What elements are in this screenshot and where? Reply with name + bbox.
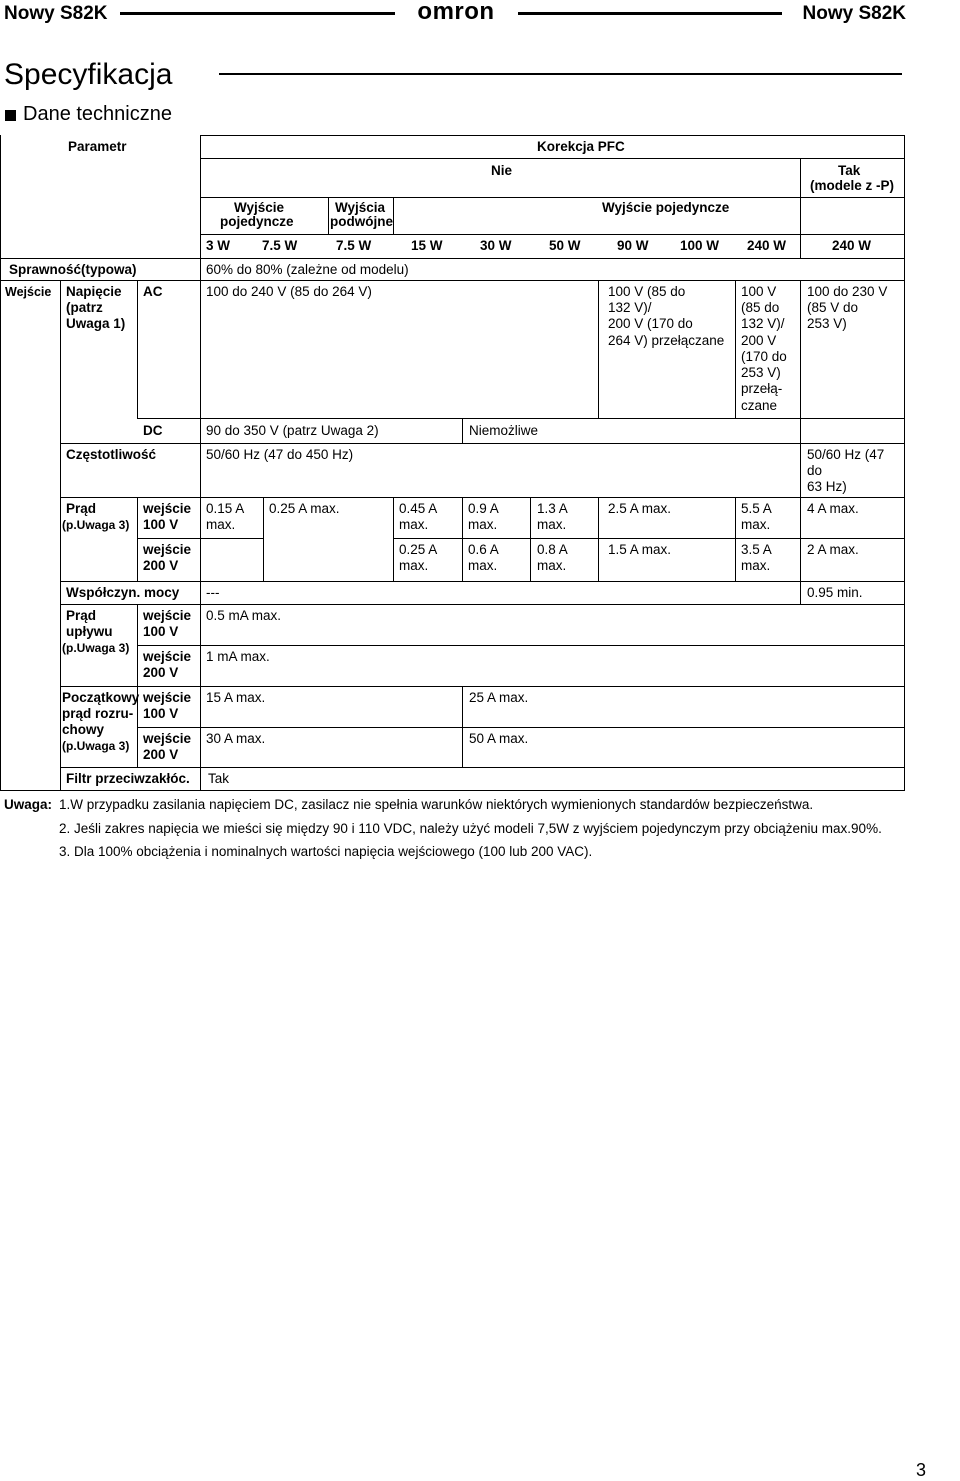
ac-240w-l2: (85 do [741,300,780,315]
omron-logo: omron [417,0,495,25]
czestotliwosc-p-l2: do [807,463,823,478]
power-15w: 15 W [411,238,443,253]
power-90w: 90 W [617,238,649,253]
prad-in100-l1: wejście [143,501,192,516]
power-3w: 3 W [206,238,231,253]
uplyw-label-l3: (p.Uwaga 3) [62,641,130,655]
prad200-240w-l1: 3.5 A [741,542,772,557]
wspolczynnik-value: --- [206,585,220,600]
dc-main-value: 90 do 350 V (patrz Uwaga 2) [206,423,379,438]
ac-240w-l3: 132 V)/ [741,316,785,331]
page-title: Specyfikacja [4,58,173,91]
power-240w: 240 W [747,238,787,253]
prad100-3w-l2: max. [206,517,236,532]
uplyw-in100-l1: wejście [143,608,192,623]
prad100-240w-p: 4 A max. [807,501,859,516]
page-number: 3 [915,1460,926,1480]
power-30w: 30 W [480,238,512,253]
ac-100w-l2: 132 V)/ [608,300,652,315]
ac-240w-p-l2: (85 V do [807,300,859,315]
prad-in200-l1: wejście [143,542,192,557]
wspolczynnik-label: Współczyn. mocy [66,585,180,600]
wyjscie-pojedyncze-wide-header: Wyjście pojedyncze [602,200,730,215]
rozruch-in100-l1: wejście [143,690,192,705]
prad-in200-l2: 200 V [143,558,179,573]
prad200-30w-l2: max. [399,558,429,573]
czestotliwosc-value: 50/60 Hz (47 do 450 Hz) [206,447,354,462]
rozruch-100-value-a: 15 A max. [206,690,266,705]
prad200-240w-p: 2 A max. [807,542,859,557]
parametr-header: Parametr [68,139,127,154]
rozruch-in100-l2: 100 V [143,706,179,721]
prad100-7-5w: 0.25 A max. [269,501,340,516]
uplyw-200-value: 1 mA max. [206,649,270,664]
power-240w-p: 240 W [832,238,872,253]
power-7-5w-dual: 7.5 W [336,238,372,253]
tak-subheader: (modele z -P) [810,178,895,193]
prad100-240w-l1: 5.5 A [741,501,772,516]
header-rule-left [120,12,395,15]
bullet-square-icon [5,110,16,121]
czestotliwosc-p-l1: 50/60 Hz (47 [807,447,885,462]
notes-label: Uwaga: [4,797,53,812]
ac-240w-l1: 100 V [741,284,777,299]
wyjscie-pojedyncze-header-l1: Wyjście [234,200,285,215]
prad100-90w-l1: 1.3 A [537,501,568,516]
rozruch-label-l4: (p.Uwaga 3) [62,739,130,753]
prad100-50w-l2: max. [468,517,498,532]
wyjscia-podwojne-header-l2: podwójne [330,214,393,229]
prad-label-l2: (p.Uwaga 3) [62,518,130,532]
ac-240w-l8: czane [741,398,778,413]
rozruch-label-l2: prąd rozru- [62,706,134,721]
uplyw-in100-l2: 100 V [143,624,179,639]
tak-header: Tak [838,163,861,178]
header-rule-right [518,12,782,15]
czestotliwosc-label: Częstotliwość [66,447,157,462]
header-left-title: Nowy S82K [4,3,108,24]
power-7-5w-single: 7.5 W [262,238,298,253]
uplyw-in200-l1: wejście [143,649,192,664]
filtr-label: Filtr przeciwzakłóc. [66,771,190,786]
ac-100w-l3: 200 V (170 do [608,316,693,331]
nie-header: Nie [491,163,513,178]
wyjscia-podwojne-header-l1: Wyjścia [335,200,386,215]
czestotliwosc-p-l3: 63 Hz) [807,479,847,494]
ac-240w-l5: (170 do [741,349,787,364]
note-2: 2. Jeśli zakres napięcia we mieści się między 90 i 110 VDC, należy użyć modeli 7,5W z wyjściem pojedynczym przy obciążeniu max.90%. [59,821,882,836]
wejscie-label: Wejście [5,285,52,299]
power-50w: 50 W [549,238,581,253]
note-1: 1.W przypadku zasilania napięciem DC, zasilacz nie spełnia warunków niektórych wymienionych standardów bezpieczeństwa. [59,797,814,812]
ac-100w-l1: 100 V (85 do [608,284,686,299]
dc-label: DC [143,423,163,438]
prad100-30w-l2: max. [399,517,429,532]
dc-none-value: Niemożliwe [469,423,539,438]
rozruch-200-value-a: 30 A max. [206,731,266,746]
rozruch-label-l1: Początkowy [62,690,140,705]
rozruch-in200-l2: 200 V [143,747,179,762]
prad200-50w-l2: max. [468,558,498,573]
sprawnosc-label: Sprawność(typowa) [9,262,137,277]
korekcja-pfc-header: Korekcja PFC [537,139,625,154]
power-100w: 100 W [680,238,720,253]
uplyw-label-l1: Prąd [66,608,97,623]
rozruch-100-value-b: 25 A max. [469,690,529,705]
uplyw-in200-l2: 200 V [143,665,179,680]
prad200-30w-l1: 0.25 A [399,542,438,557]
ac-240w-l7: przełą- [741,381,783,396]
rozruch-200-value-b: 50 A max. [469,731,529,746]
prad200-50w-l1: 0.6 A [468,542,499,557]
wyjscie-pojedyncze-header-l2: pojedyncze [220,214,294,229]
uplyw-100-value: 0.5 mA max. [206,608,282,623]
section-title: Dane techniczne [23,103,172,125]
note-3: 3. Dla 100% obciążenia i nominalnych wartości napięcia wejściowego (100 lub 200 VAC). [59,844,593,859]
prad200-100w: 1.5 A max. [608,542,672,557]
napiecie-label-l2: (patrz [66,300,103,315]
prad200-240w-l2: max. [741,558,771,573]
prad200-90w-l1: 0.8 A [537,542,568,557]
ac-240w-p-l1: 100 do 230 V [807,284,888,299]
rozruch-label-l3: chowy [62,722,105,737]
ac-label: AC [143,284,163,299]
napiecie-label-l1: Napięcie [66,284,122,299]
ac-240w-l6: 253 V) [741,365,781,380]
prad100-30w-l1: 0.45 A [399,501,438,516]
wspolczynnik-p-value: 0.95 min. [807,585,863,600]
prad-label-l1: Prąd [66,501,97,516]
prad-in100-l2: 100 V [143,517,179,532]
prad100-100w: 2.5 A max. [608,501,672,516]
prad200-90w-l2: max. [537,558,567,573]
prad100-50w-l1: 0.9 A [468,501,499,516]
prad100-90w-l2: max. [537,517,567,532]
prad100-240w-l2: max. [741,517,771,532]
ac-240w-l4: 200 V [741,333,777,348]
ac-main-value: 100 do 240 V (85 do 264 V) [206,284,372,299]
filtr-value: Tak [208,771,230,786]
ac-240w-p-l3: 253 V) [807,316,847,331]
header-right-title: Nowy S82K [802,3,906,24]
napiecie-label-l3: Uwaga 1) [66,316,126,331]
ac-100w-l4: 264 V) przełączane [608,333,725,348]
rozruch-in200-l1: wejście [143,731,192,746]
title-rule [219,73,902,75]
sprawnosc-value: 60% do 80% (zależne od modelu) [206,262,409,277]
uplyw-label-l2: upływu [66,624,113,639]
prad100-3w-l1: 0.15 A [206,501,245,516]
